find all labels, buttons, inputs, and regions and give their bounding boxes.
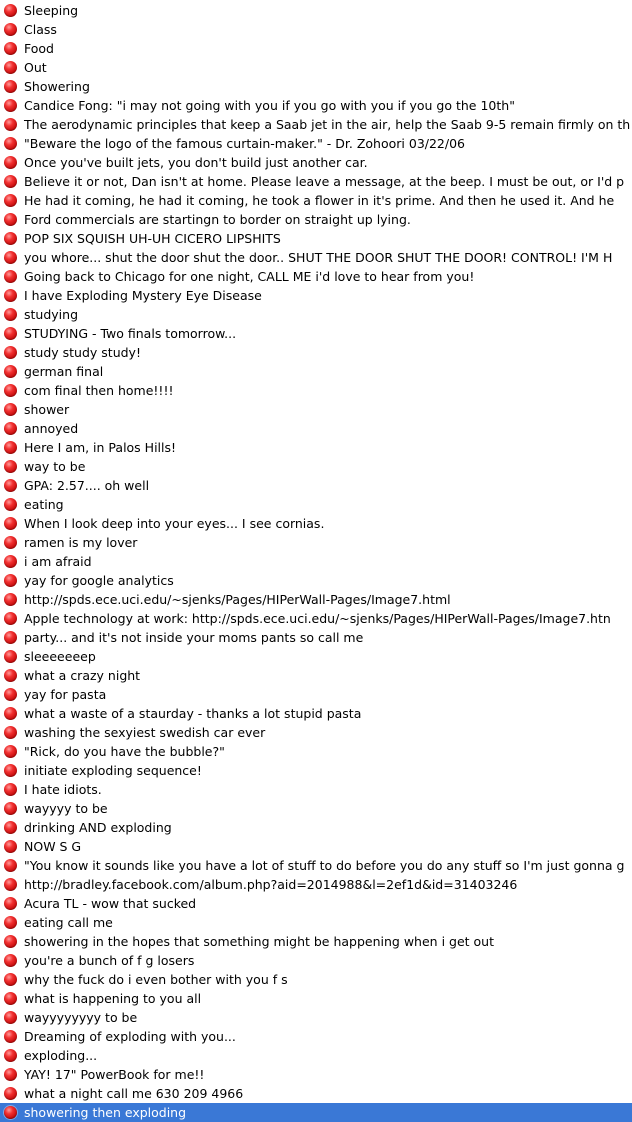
list-item[interactable] [0, 20, 632, 39]
status-text: YAY! 17" PowerBook for me!! [24, 1067, 205, 1082]
red-status-dot-icon [4, 935, 17, 948]
red-status-dot-icon [4, 1049, 17, 1062]
red-status-dot-icon [4, 479, 17, 492]
list-item[interactable] [0, 742, 632, 761]
red-status-dot-icon [4, 175, 17, 188]
list-item[interactable] [0, 305, 632, 324]
red-status-dot-icon [4, 726, 17, 739]
status-text: NOW S G [24, 839, 82, 854]
status-text: why the fuck do i even bother with you f s [24, 972, 288, 987]
red-status-dot-icon [4, 631, 17, 644]
list-item[interactable] [0, 780, 632, 799]
status-text: yay for google analytics [24, 573, 174, 588]
status-text: Believe it or not, Dan isn't at home. Please leave a message, at the beep. I must be out, or I'd p [24, 174, 625, 189]
list-item[interactable] [0, 856, 632, 875]
list-item[interactable] [0, 58, 632, 77]
list-item[interactable] [0, 96, 632, 115]
list-item[interactable] [0, 1046, 632, 1065]
list-item[interactable] [0, 39, 632, 58]
red-status-dot-icon [4, 270, 17, 283]
status-text: german final [24, 364, 104, 379]
list-item[interactable] [0, 324, 632, 343]
red-status-dot-icon [4, 460, 17, 473]
list-item[interactable] [0, 419, 632, 438]
status-text: washing the sexyiest swedish car ever [24, 725, 266, 740]
status-text: STUDYING - Two finals tomorrow... [24, 326, 237, 341]
list-item[interactable] [0, 913, 632, 932]
status-text: you whore... shut the door shut the door.. SHUT THE DOOR SHUT THE DOOR! CONTROL! I'M H [24, 250, 613, 265]
red-status-dot-icon [4, 1106, 17, 1119]
list-item[interactable] [0, 1, 632, 20]
red-status-dot-icon [4, 118, 17, 131]
status-text: Showering [24, 79, 90, 94]
red-status-dot-icon [4, 992, 17, 1005]
status-text: Candice Fong: "i may not going with you if you go with you if you go the 10th" [24, 98, 515, 113]
red-status-dot-icon [4, 707, 17, 720]
red-status-dot-icon [4, 232, 17, 245]
red-status-dot-icon [4, 61, 17, 74]
red-status-dot-icon [4, 840, 17, 853]
list-item[interactable] [0, 799, 632, 818]
red-status-dot-icon [4, 1087, 17, 1100]
list-item[interactable] [0, 666, 632, 685]
red-status-dot-icon [4, 251, 17, 264]
list-item[interactable] [0, 1027, 632, 1046]
list-item[interactable] [0, 248, 632, 267]
red-status-dot-icon [4, 289, 17, 302]
red-status-dot-icon [4, 859, 17, 872]
status-text: Out [24, 60, 47, 75]
list-item[interactable] [0, 153, 632, 172]
status-text: Sleeping [24, 3, 79, 18]
list-item[interactable] [0, 989, 632, 1008]
list-item[interactable] [0, 951, 632, 970]
list-item[interactable] [0, 761, 632, 780]
status-text: eating [24, 497, 64, 512]
list-item[interactable] [0, 1084, 632, 1103]
list-item[interactable] [0, 438, 632, 457]
red-status-dot-icon [4, 441, 17, 454]
status-text: showering in the hopes that something might be happening when i get out [24, 934, 494, 949]
status-text: com final then home!!!! [24, 383, 174, 398]
red-status-dot-icon [4, 308, 17, 321]
red-status-dot-icon [4, 650, 17, 663]
status-text: Going back to Chicago for one night, CALL ME i'd love to hear from you! [24, 269, 475, 284]
status-text: Once you've built jets, you don't build just another car. [24, 155, 368, 170]
status-text: wayyyy to be [24, 801, 108, 816]
red-status-dot-icon [4, 916, 17, 929]
status-text: what is happening to you all [24, 991, 202, 1006]
red-status-dot-icon [4, 897, 17, 910]
red-status-dot-icon [4, 555, 17, 568]
red-status-dot-icon [4, 669, 17, 682]
list-item[interactable] [0, 818, 632, 837]
status-text: i am afraid [24, 554, 92, 569]
status-text: Class [24, 22, 57, 37]
red-status-dot-icon [4, 99, 17, 112]
red-status-dot-icon [4, 4, 17, 17]
list-item[interactable] [0, 552, 632, 571]
status-text: shower [24, 402, 70, 417]
red-status-dot-icon [4, 137, 17, 150]
status-text: The aerodynamic principles that keep a Saab jet in the air, help the Saab 9-5 remain firmly on th [24, 117, 631, 132]
red-status-dot-icon [4, 403, 17, 416]
list-item[interactable] [0, 134, 632, 153]
status-text: drinking AND exploding [24, 820, 172, 835]
list-item-selected[interactable] [0, 1103, 632, 1122]
list-item[interactable] [0, 837, 632, 856]
list-item[interactable] [0, 970, 632, 989]
red-status-dot-icon [4, 23, 17, 36]
list-item[interactable] [0, 457, 632, 476]
red-status-dot-icon [4, 688, 17, 701]
status-text: what a waste of a staurday - thanks a lot stupid pasta [24, 706, 362, 721]
red-status-dot-icon [4, 764, 17, 777]
red-status-dot-icon [4, 384, 17, 397]
red-status-dot-icon [4, 878, 17, 891]
red-status-dot-icon [4, 1030, 17, 1043]
status-text: http://spds.ece.uci.edu/~sjenks/Pages/HIPerWall-Pages/Image7.html [24, 592, 451, 607]
red-status-dot-icon [4, 156, 17, 169]
list-item[interactable] [0, 400, 632, 419]
red-status-dot-icon [4, 612, 17, 625]
red-status-dot-icon [4, 973, 17, 986]
red-status-dot-icon [4, 194, 17, 207]
list-item[interactable] [0, 381, 632, 400]
list-item[interactable] [0, 1065, 632, 1084]
list-item[interactable] [0, 495, 632, 514]
red-status-dot-icon [4, 327, 17, 340]
status-text: sleeeeeeep [24, 649, 96, 664]
status-text: "You know it sounds like you have a lot of stuff to do before you do any stuff so I'm just gonna g [24, 858, 625, 873]
red-status-dot-icon [4, 517, 17, 530]
list-item[interactable] [0, 571, 632, 590]
list-item[interactable] [0, 343, 632, 362]
list-item[interactable] [0, 210, 632, 229]
red-status-dot-icon [4, 1011, 17, 1024]
red-status-dot-icon [4, 745, 17, 758]
status-text: Here I am, in Palos Hills! [24, 440, 177, 455]
status-text: studying [24, 307, 78, 322]
list-item[interactable] [0, 932, 632, 951]
red-status-dot-icon [4, 346, 17, 359]
list-item[interactable] [0, 514, 632, 533]
red-status-dot-icon [4, 593, 17, 606]
status-text: study study study! [24, 345, 141, 360]
status-text: what a crazy night [24, 668, 141, 683]
status-text: Dreaming of exploding with you... [24, 1029, 236, 1044]
list-item[interactable] [0, 590, 632, 609]
status-text: ramen is my lover [24, 535, 138, 550]
red-status-dot-icon [4, 42, 17, 55]
status-text: "Rick, do you have the bubble?" [24, 744, 225, 759]
status-text: showering then exploding [24, 1105, 187, 1120]
list-item[interactable] [0, 191, 632, 210]
red-status-dot-icon [4, 536, 17, 549]
list-item[interactable] [0, 875, 632, 894]
list-item[interactable] [0, 704, 632, 723]
status-text: exploding... [24, 1048, 98, 1063]
status-text: "Beware the logo of the famous curtain-maker." - Dr. Zohoori 03/22/06 [24, 136, 466, 151]
status-text: Ford commercials are startingn to border on straight up lying. [24, 212, 411, 227]
list-item[interactable] [0, 286, 632, 305]
list-item[interactable] [0, 723, 632, 742]
list-item[interactable] [0, 115, 632, 134]
status-text: http://bradley.facebook.com/album.php?aid=2014988&l=2ef1d&id=31403246 [24, 877, 518, 892]
list-item[interactable] [0, 172, 632, 191]
status-text: Apple technology at work: http://spds.ece.uci.edu/~sjenks/Pages/HIPerWall-Pages/Image7.htn [24, 611, 611, 626]
red-status-dot-icon [4, 365, 17, 378]
status-text: eating call me [24, 915, 113, 930]
list-item[interactable] [0, 362, 632, 381]
status-text: POP SIX SQUISH UH-UH CICERO LIPSHITS [24, 231, 281, 246]
list-item[interactable] [0, 647, 632, 666]
list-item[interactable] [0, 1008, 632, 1027]
list-item[interactable] [0, 894, 632, 913]
status-text: party... and it's not inside your moms pants so call me [24, 630, 364, 645]
red-status-dot-icon [4, 802, 17, 815]
status-text: yay for pasta [24, 687, 107, 702]
red-status-dot-icon [4, 498, 17, 511]
list-item[interactable] [0, 628, 632, 647]
red-status-dot-icon [4, 80, 17, 93]
status-text: annoyed [24, 421, 79, 436]
list-item[interactable] [0, 476, 632, 495]
red-status-dot-icon [4, 954, 17, 967]
status-text: Acura TL - wow that sucked [24, 896, 197, 911]
status-history-list[interactable] [0, 1, 632, 1122]
red-status-dot-icon [4, 574, 17, 587]
list-item[interactable] [0, 533, 632, 552]
list-item[interactable] [0, 229, 632, 248]
red-status-dot-icon [4, 422, 17, 435]
status-text: When I look deep into your eyes... I see cornias. [24, 516, 325, 531]
status-text: initiate exploding sequence! [24, 763, 202, 778]
red-status-dot-icon [4, 783, 17, 796]
status-text: what a night call me 630 209 4966 [24, 1086, 244, 1101]
list-item[interactable] [0, 77, 632, 96]
status-text: way to be [24, 459, 86, 474]
status-text: GPA: 2.57.... oh well [24, 478, 150, 493]
list-item[interactable] [0, 267, 632, 286]
status-text: you're a bunch of f g losers [24, 953, 195, 968]
list-item[interactable] [0, 685, 632, 704]
red-status-dot-icon [4, 1068, 17, 1081]
red-status-dot-icon [4, 213, 17, 226]
status-text: Food [24, 41, 54, 56]
red-status-dot-icon [4, 821, 17, 834]
list-item[interactable] [0, 609, 632, 628]
status-text: wayyyyyyyy to be [24, 1010, 138, 1025]
status-text: He had it coming, he had it coming, he took a flower in it's prime. And then he used it. And he [24, 193, 615, 208]
status-text: I have Exploding Mystery Eye Disease [24, 288, 262, 303]
status-text: I hate idiots. [24, 782, 102, 797]
